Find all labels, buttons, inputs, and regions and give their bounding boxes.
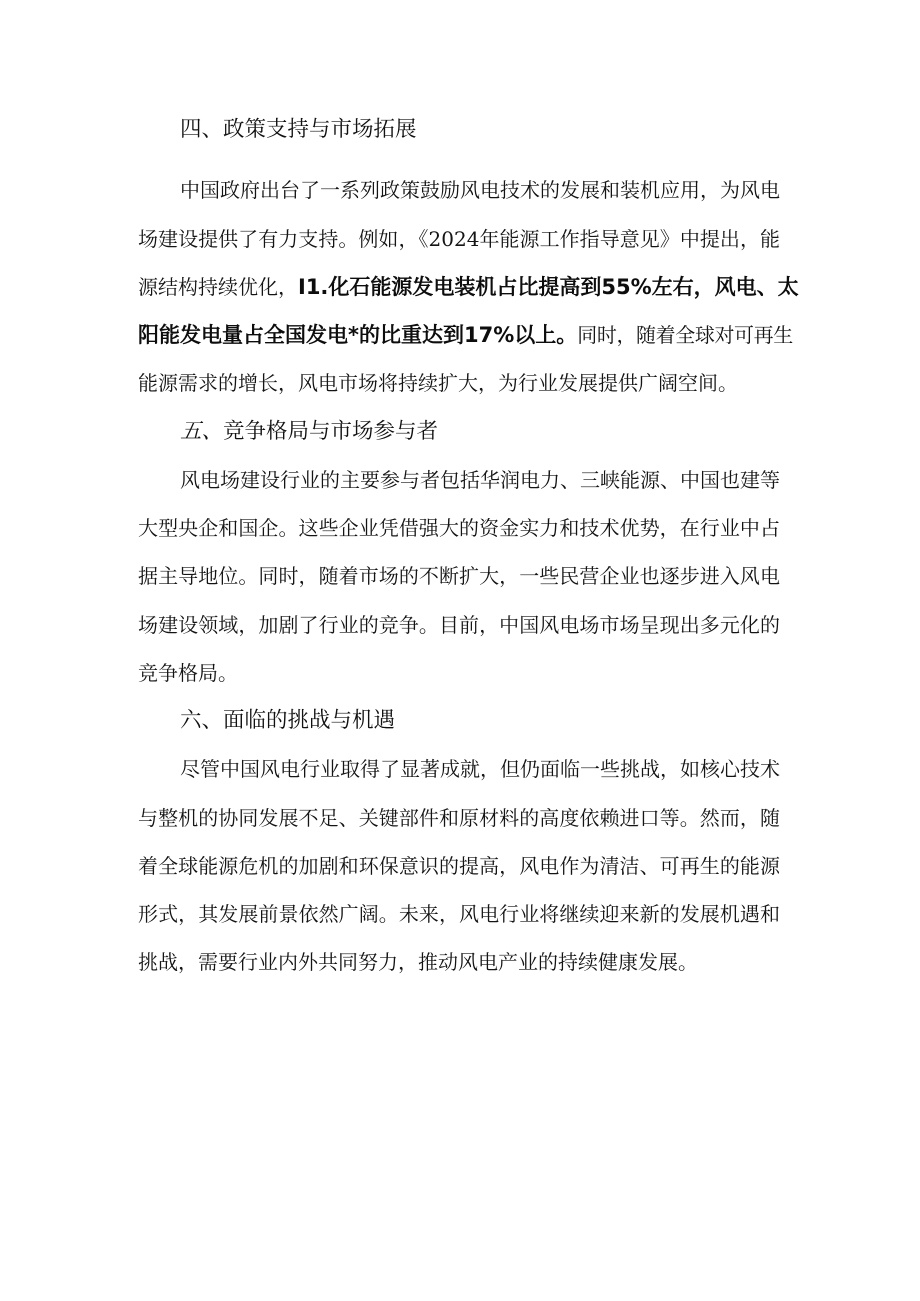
line-text: 风电场建设行业的主要参与者包括华润电力、三峡能源、中国也建等 xyxy=(180,467,780,492)
paragraph-line xyxy=(138,890,780,938)
paragraph-line xyxy=(138,311,793,359)
line-text: 着全球能源危机的加剧和环保意识的提高，风电作为清洁、可再生的能源 xyxy=(138,853,780,878)
paragraph-line xyxy=(138,745,780,793)
paragraph-line xyxy=(138,504,780,552)
paragraph-line xyxy=(138,166,780,214)
section-heading xyxy=(138,106,780,154)
line-text: 源结构持续优化， xyxy=(138,274,298,299)
line-text: 形式，其发展前景依然广阔。未来，风电行业将继续迎来新的发展机遇和 xyxy=(138,902,780,926)
line-text: 中国政府出台了一系列政策鼓励风电技术的发展和装机应用，为风电 xyxy=(180,178,780,203)
line-text: 能源需求的增长，风电市场将持续扩大，为行业发展提供广阔空间。 xyxy=(138,371,738,396)
line-text: 场建设领域，加剧了行业的竞争。目前，中国风电场市场呈现出多元化的 xyxy=(138,612,780,637)
line-text: 竞争格局。 xyxy=(138,660,238,685)
paragraph-line xyxy=(138,649,780,697)
paragraph-line xyxy=(138,359,780,407)
line-text: 尽管中国风电行业取得了显著成就，但仍面临一些挑战，如核心技术 xyxy=(180,757,780,782)
emphasis-text: 阳能发电量占全国发电*的比重达到17%以上。 xyxy=(138,323,578,347)
line-text: 大型央企和国企。这些企业凭借强大的资金实力和技术优势，在行业中占 xyxy=(138,516,780,540)
heading-title: 政策支持与市场拓展 xyxy=(223,117,417,142)
section-heading xyxy=(138,408,780,456)
document-page xyxy=(138,106,799,987)
line-text: 与整机的协同发展不足、关键部件和原材料的高度依赖进口等。然而，随 xyxy=(138,805,780,830)
paragraph-line xyxy=(138,601,780,649)
heading-number: 五、 xyxy=(180,418,224,444)
paragraph-line xyxy=(138,552,780,600)
paragraph-line xyxy=(138,938,780,986)
paragraph-line xyxy=(138,456,780,504)
paragraph-line xyxy=(138,794,780,842)
section-heading xyxy=(138,697,780,745)
line-text: 场建设提供了有力支持。例如，《2024年能源工作指导意见》中提出，能 xyxy=(138,226,780,251)
emphasis-text: I1.化石能源发电装机占比提高到55%左右，风电、太 xyxy=(298,274,799,299)
line-text: 同时，随着全球对可再生 xyxy=(577,323,793,347)
heading-title: 面临的挑战与机遇 xyxy=(223,708,396,733)
paragraph-line xyxy=(138,842,780,890)
line-text: 挑战，需要行业内外共同努力，推动风电产业的持续健康发展。 xyxy=(138,950,698,975)
heading-title: 竞争格局与市场参与者 xyxy=(223,418,439,444)
paragraph-line xyxy=(138,215,780,263)
heading-number: 六、 xyxy=(180,708,224,733)
heading-number: 四、 xyxy=(180,117,224,142)
paragraph-line xyxy=(138,263,799,311)
line-text: 据主导地位。同时，随着市场的不断扩大，一些民营企业也逐步进入风电 xyxy=(138,564,780,589)
